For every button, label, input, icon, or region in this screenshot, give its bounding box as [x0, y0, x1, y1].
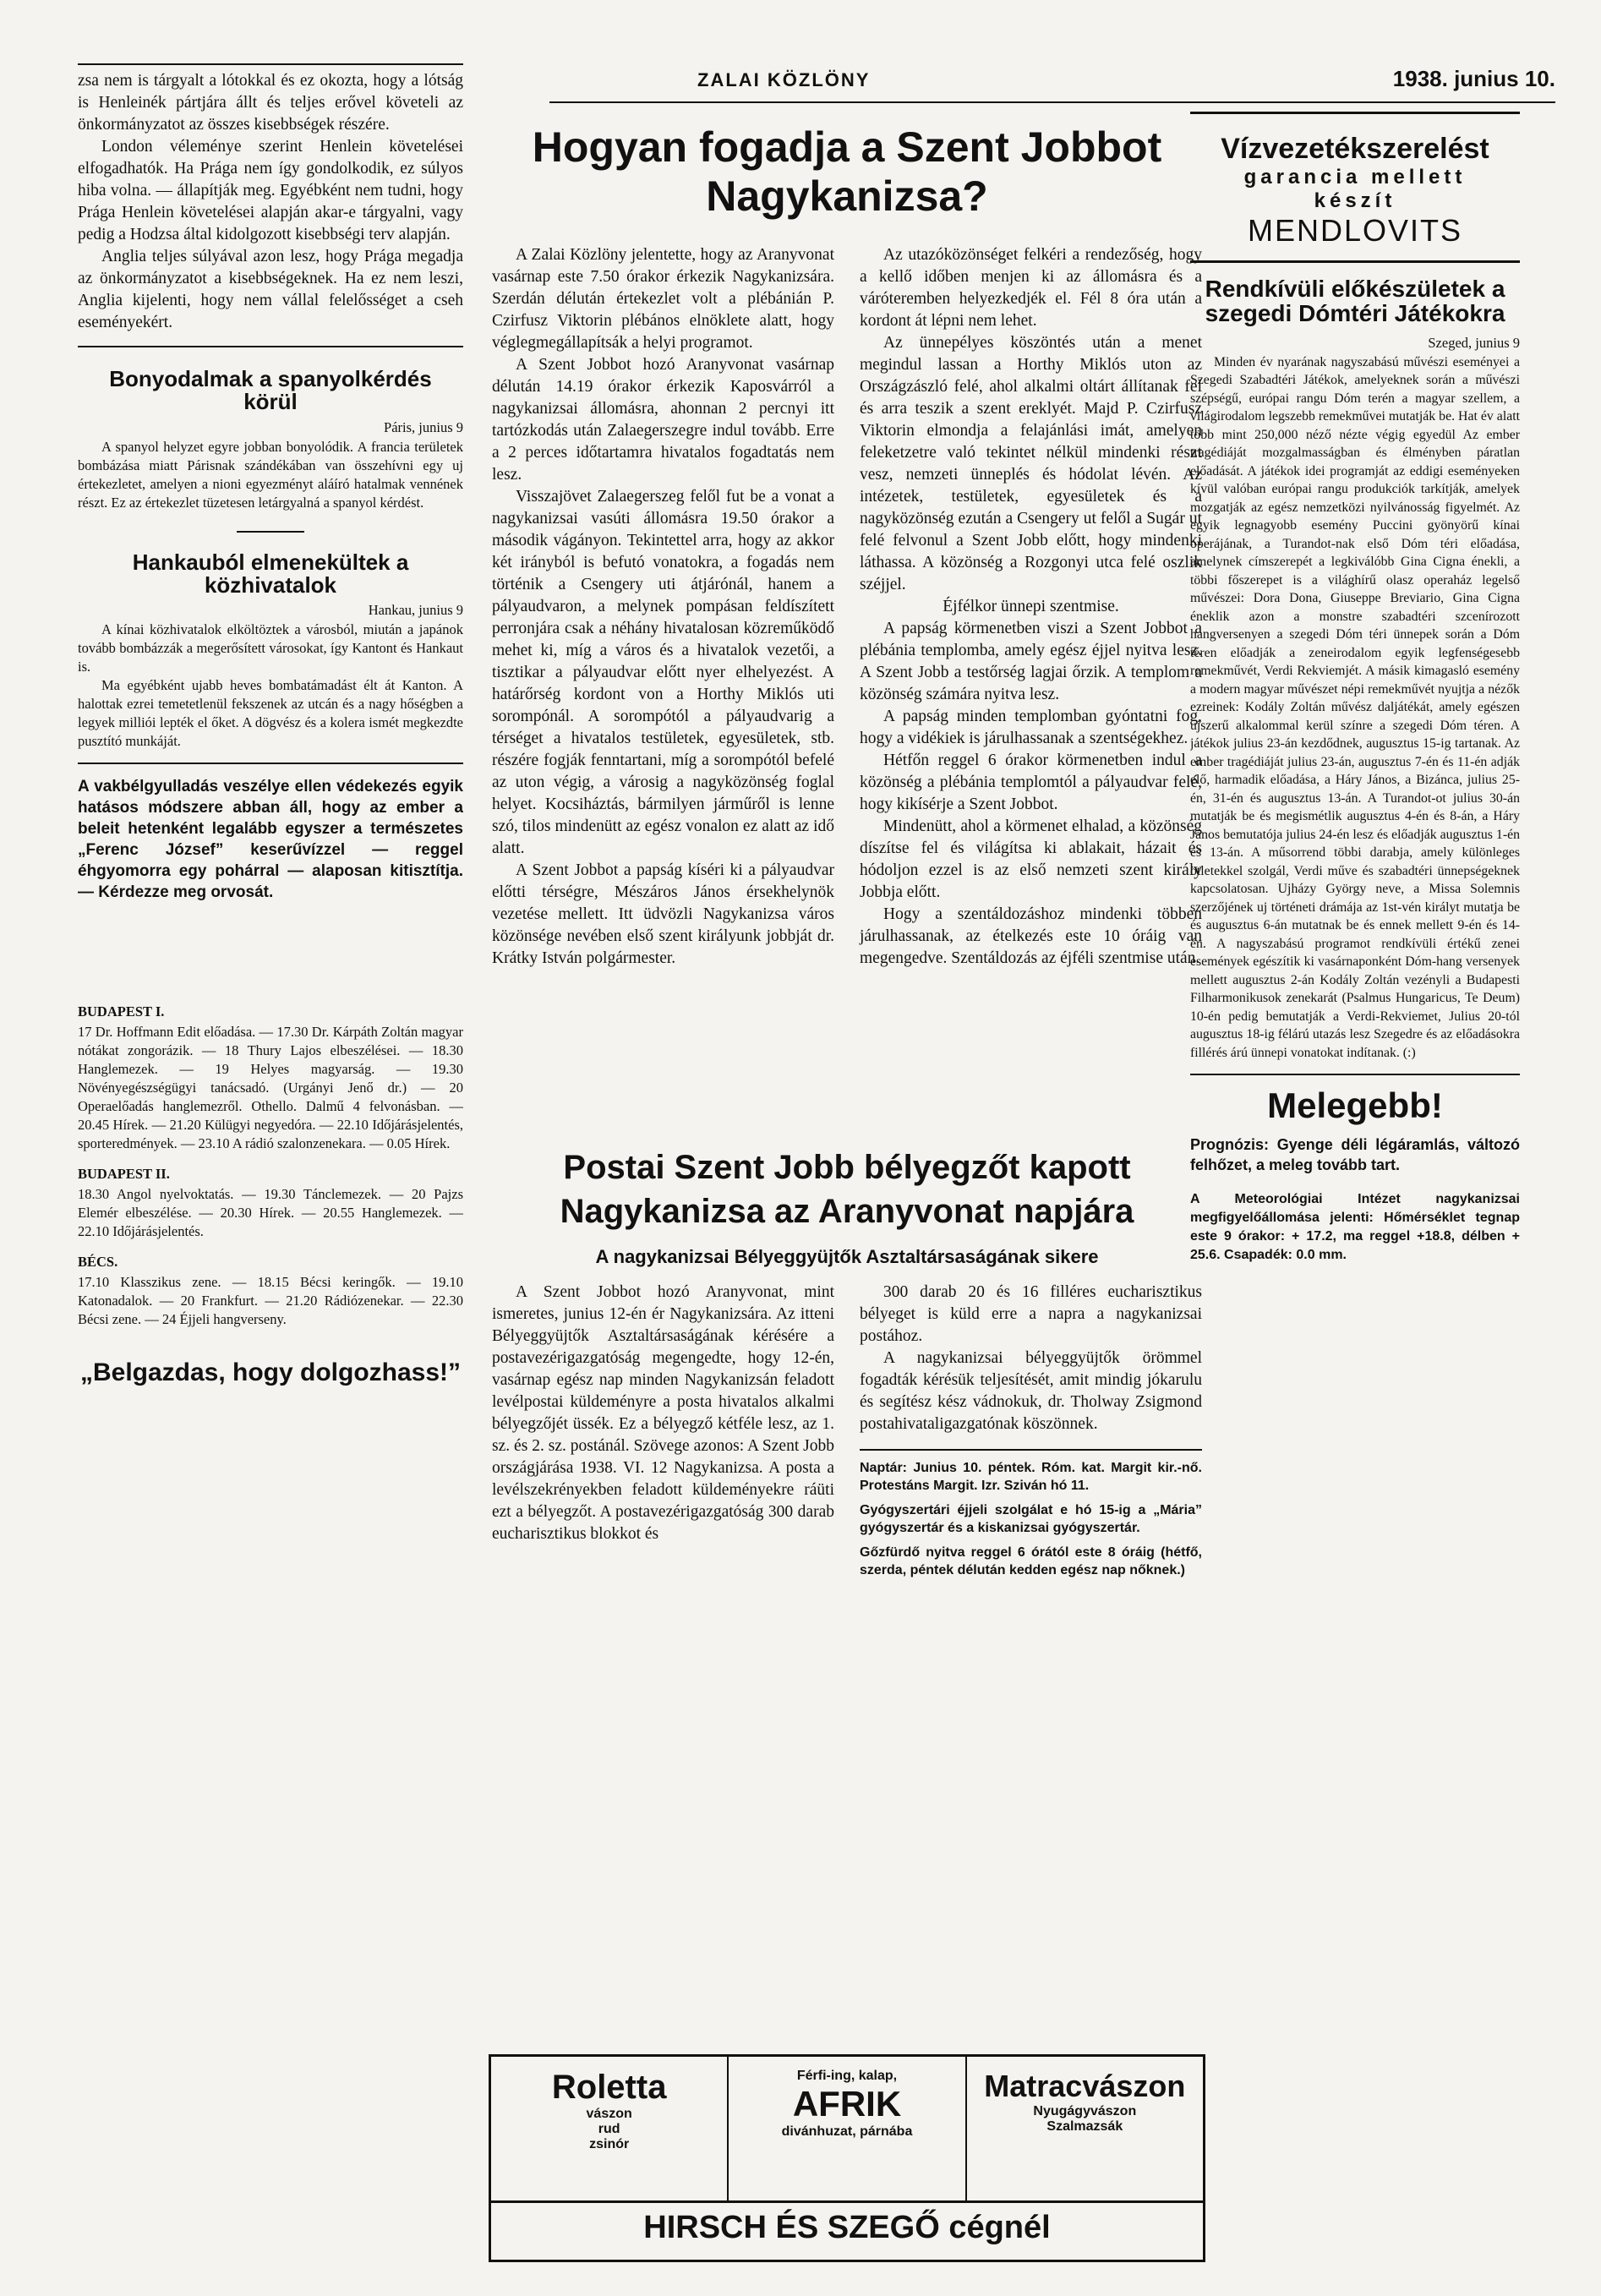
article-column: [860, 244, 1202, 970]
column-left: [78, 63, 463, 2278]
advert-title: Matracvászon: [984, 2069, 1186, 2103]
advert-brand: MENDLOVITS: [1247, 213, 1463, 248]
article-column: [860, 1282, 1202, 1579]
article-paragraph: A nagykanizsai bélyeggyüjtők örömmel fogadták kérésük teljesítését, amit mindig jókarulu és segítész kész vádnokuk, dr. Tholway Zsigmond postahivataligazgatónak köszönnek.: [860, 1349, 1202, 1434]
article-column: [492, 1282, 834, 1579]
advert-line: készít: [1314, 189, 1396, 212]
weather-title: Melegebb!: [1267, 1085, 1443, 1126]
advert-line: divánhuzat, párnába: [781, 2124, 913, 2139]
article-paragraph: A Szent Jobbot a papság kíséri ki a pályaudvar előtti térségre, Mészáros János érsekhelynök vezetése mellett. Itt üdvözli Nagykanizsa város közönsége nevében első szent királyunk jobbját dr. Krátky István polgármester.: [492, 861, 834, 967]
news-text: Ma egyébként ujabb heves bombatámadást élt át Kanton. A halottak ezrei temetetlenül fekszenek az utcán és a nagy hőségben a legyek milliói lepték el őket. A dögvész és a kolera ismét megkezdte pusztító munkáját.: [78, 677, 463, 750]
news-headline: Bonyodalmak a spanyolkérdés körül: [109, 366, 432, 415]
article-column: [492, 244, 834, 970]
article-title: Hogyan fogadja a Szent Jobbot Nagykanizsa?: [532, 123, 1162, 220]
article-paragraph: London véleménye szerint Henlein követelései elfogadhatók. Ha Prága nem így gondolkodik, ez súlyos hiba volna. — állapítják meg. Egyébként nem tudni, hogy Prága Henlein követelései alapján akar-e tárgyalni, vagy pedig a Hodzsa által kidolgozott kisebbségi terv alapján.: [78, 138, 463, 243]
weather-label: Prognózis:: [1190, 1136, 1269, 1154]
radio-listing: 17 Dr. Hoffmann Edit előadása. — 17.30 Dr. Kárpáth Zoltán magyar nótákat zongorázik. — 18 Thury Lajos elbeszélései. — 18.30 Hanglemezek. — 19 Helyes magyarság. — 19.30 Növényegészségügyi tanácsadó. (Urgányi Jenő dr.) — 20 Operaelőadás hanglemezről. Othello. Dalmű 4 felvonásban. — 20.45 Hírek. — 21.20 Külügyi negyedóra. — 22.10 Időjárásjelentés, sporteredmények. — 23.10 A rádió szalonzenekara. — 0.05 Hírek.: [78, 1024, 463, 1152]
article-paragraph: zsa nem is tárgyalt a lótokkal és ez okozta, hogy a lótság is Henleinék pártjára állt és teljes erővel követeli az önkormányzatot az összes kisebbségek részére.: [78, 72, 463, 134]
article-paragraph: 300 darab 20 és 16 filléres eucharisztikus bélyeget is küld erre a napra a nagykanizsai postához.: [860, 1283, 1202, 1346]
advert-line: rud: [598, 2122, 620, 2136]
advert-line: garancia mellett: [1243, 166, 1467, 189]
news-text: A spanyol helyzet egyre jobban bonyolódik. A francia területek bombázása miatt Párisnak szándékában van összehívni egy uj értekezletet, amelyen a nioni egyezményt aláíró hatalmak vennének részt. Ez az értekezlet tüzetesen letárgyalná a spanyol kérdést.: [78, 438, 463, 511]
radio-station: BUDAPEST I.: [78, 1003, 165, 1020]
article-paragraph: Hogy a szentáldozáshoz mindenki többen járulhassanak, az ételkezés este 10 óráig van megengedve. Szentáldozás az éjféli szentmise után.: [860, 905, 1202, 967]
advert-line: Szalmazsák: [1046, 2119, 1123, 2134]
dateline: Páris, junius 9: [384, 418, 463, 435]
radio-station: BUDAPEST II.: [78, 1166, 170, 1183]
advert-afrik: [727, 2057, 964, 2200]
column-right: [1190, 112, 1520, 2259]
advert-line: Férfi-ing, kalap,: [796, 2069, 898, 2083]
advert-line: vászon: [586, 2107, 632, 2121]
calendar-notice: Naptár: Junius 10. péntek. Róm. kat. Margit kir.-nő. Protestáns Margit. Izr. Sziván hó 11.: [860, 1461, 1202, 1494]
article-paragraph: A Szent Jobbot hozó Aranyvonat vasárnap délután 14.19 órakor érkezik Kaposvárról a nagykanizsai állomásra, ahonnan 2 percnyi itt tartózkodás után Zalaegerszegre indul tovább. Erre a 2 perces időtartamra hivatalos fogadtatás nem lesz.: [492, 356, 834, 484]
advert-title: Vízvezetékszerelést: [1221, 133, 1489, 165]
advert-line: Nyugágyvászon: [1033, 2104, 1137, 2118]
dateline: Hankau, junius 9: [368, 602, 463, 619]
advert-title: Roletta: [551, 2069, 667, 2106]
divider: [78, 763, 463, 764]
advert-mendlovits: [1190, 112, 1520, 263]
article-paragraph: Az ünnepélyes köszöntés után a menet megindul lassan a Horthy Miklós uton az Országzászló felé, ahol alkalmi oltárt állítanak fel és arra teszik a szent ereklyét. Majd P. Czirfusz Viktorin elmondja a felajánlási imát, amelyen feleketzetre való tekintet nélkül mindenki részt vesz, nemzeti ünneplés és hódolat lévén. Az intézetek, testületek, egyesületek és a nagyközönség ezután a Csengery ut felől a Sugár ut felé felvonul a Szent Jobb előtt, hogy mindenki láthassa. A közönség a Rozgonyi utca felé oszlik széjjel.: [860, 334, 1202, 593]
article-paragraph: Mindenütt, ahol a körmenet elhalad, a közönség díszítse fel és világítsa ki ablakait, házait és hódoljon ezzel is az első nemzeti szent király Jobbja előtt.: [860, 817, 1202, 901]
article-paragraph: Az utazóközönséget felkéri a rendezőség, hogy a kellő időben menjen ki az állomásra és a váróteremben helyezkedjék el. Fél 8 óra után a kordont át lépni nem lehet.: [860, 246, 1202, 330]
advert-keseruviz: A vakbélgyulladás veszélye ellen védekezés egyik hatásos módszere abban áll, hogy az ember a beleit hetenként legalább egyszer a természetes „Ferenc József” keserűvízzel — reggel éhgyomorra egy pohárral — alaposan kitisztítja. — Kérdezze meg orvosát.: [78, 778, 463, 902]
issue-date: 1938. junius 10.: [1392, 66, 1555, 91]
radio-listing: 17.10 Klasszikus zene. — 18.15 Bécsi keringők. — 19.10 Katonadalok. — 20 Frankfurt. — 21.20 Rádiózenekar. — 22.30 Bécsi zene. — 24 Éjjeli hangverseny.: [78, 1274, 463, 1328]
weather-forecast: [1190, 1134, 1520, 1175]
pharmacy-notice: Gyógyszertári éjjeli szolgálat e hó 15-ig a „Mária” gyógyszertár és a kiskanizsai gyógyszertár.: [860, 1503, 1202, 1536]
newspaper-name: ZALAI KÖZLÖNY: [697, 69, 871, 90]
bath-notice: Gőzfürdő nyitva reggel 6 órától este 8 óráig (hétfő, szerda, péntek délután kedden egész nap nőknek.): [860, 1545, 1202, 1578]
dateline: Szeged, junius 9: [1428, 334, 1520, 351]
article-subtitle: A nagykanizsai Bélyeggyüjtők Asztaltársaságának sikere: [595, 1246, 1099, 1267]
divider: [78, 346, 463, 347]
divider: [237, 531, 304, 533]
weather-text: Gyenge déli légáramlás, változó felhőzet, a meleg tovább tart.: [1190, 1136, 1520, 1174]
advert-line: zsinór: [589, 2137, 630, 2151]
divider: [1190, 1074, 1520, 1075]
article-title: Postai Szent Jobb bélyegzőt kapott Nagykanizsa az Aranyvonat napjára: [560, 1149, 1134, 1230]
page-header: [549, 59, 1555, 103]
advert-hirsch-szego: [489, 2054, 1205, 2262]
article-paragraph: Hétfőn reggel 6 órakor körmenetben indul a közönség a plébánia templomtól a pályaudvar felé, hogy kikísérje a Szent Jobbot.: [860, 752, 1202, 813]
article-paragraph: A Szent Jobbot hozó Aranyvonat, mint ismeretes, junius 12-én ér Nagykanizsára. Az itteni Bélyeggyüjtők Asztaltársaságának kérésére a postavezérigazgatóság megengedte, hogy 12-én, vasárnap egész nap minden Nagykanizsán feladott levélpostai küldeményre a posta hivatalos alkalmi bélyegzőjét üssék. Ez a bélyegző kétféle lesz, az 1. sz. és 2. sz. postánál. Szövege azonos: A Szent Jobb országjárása 1938. VI. 12 Nagykanizsa. A posta a levélszekrényekben feladott küldeményekre ráüti ezt a bélyegzőt. A postavezérigazgatóság 300 darab eucharisztikus blokkot és: [492, 1283, 834, 1544]
radio-listing: 18.30 Angol nyelvoktatás. — 19.30 Tánclemezek. — 20 Pajzs Elemér elbeszélése. — 20.30 Hírek. — 20.55 Hanglemezek. — 22.10 Időjárásjelentés.: [78, 1186, 463, 1240]
article-paragraph: Anglia teljes súlyával azon lesz, hogy Prága megadja az önkormányzatot a kisebbségeknek. Ha ez nem leszi, Anglia kijelenti, hogy nem vállal felelősséget a cseh eseményekért.: [78, 248, 463, 331]
stamp-article: [492, 1145, 1202, 1839]
article-paragraph: A papság minden templomban gyóntatni fog, hogy a vidékiek is járulhassanak a szentségekhez.: [860, 708, 1202, 747]
article-paragraph: Visszajövet Zalaegerszeg felől fut be a vonat a nagykanizsai vasúti állomásra 19.50 órakor a második vágányon. Tekintettel arra, hogy az akkor két irányból is befutó vonatokra, a fogadás nem történik a Csengery uti átjárónál, hanem a pályaudvaron, a melynek pompásan feldíszített perronjára csak a néhány hivatalosan közreműködő mehet ki, míg a város és a hivatalok vezetői, a tisztikar a pályaudvar előtt nyer elhelyezést. A határőrség kordont von a Horthy Miklós uti sorompónál. A sorompótól a pályaudvarig a térséget a hivatalos testületek, egyesületek, stb. részére fogják fenntartani, míg a sorompótól befelé az uton végig, a városig a nagyközönség foglal helyet. Kocsiháztás, bármilyen járműről is lenne szó, tilos mindenütt az egész vonalon ez alatt az idő alatt.: [492, 488, 834, 857]
article-title: Rendkívüli előkészületek a szegedi Dómtéri Játékokra: [1205, 276, 1505, 327]
slogan: „Belgazdas, hogy dolgozhass!”: [79, 1358, 462, 1387]
main-article: [492, 112, 1202, 1126]
news-text: A kínai közhivatalok elköltöztek a városból, miután a japánok tovább bombázzák a megerősített városokat, így Kantont és Hankaut is.: [78, 621, 463, 675]
article-paragraph: Éjfélkor ünnepi szentmise.: [943, 598, 1119, 615]
advert-store: HIRSCH ÉS SZEGŐ cégnél: [491, 2200, 1203, 2246]
article-paragraph: A papság körmenetben viszi a Szent Jobbot a plébánia templomba, amely egész éjjel nyitva lesz. A Szent Jobb a testőrség lagjai őrzik. A templom a közönség számára nyitva lesz.: [860, 620, 1202, 703]
article-paragraph: Minden év nyarának nagyszabású művészi eseményei a Szegedi Szabadtéri Játékok, amelyeknek során a művészi szépségű, európai rangu Dóm terén a magyar szellem, a világirodalom legszebb remekművei mutatják be. Hat év alatt több mint 250,000 néző nézte végig egyedül Az ember tragédiáját mozgalmasságban és élményben páratlan előadását. A játékok idei programját az eddigi eseményeken kívül valóban európai rangu produkciók tarkítják, amelyek mozgatják az egész nemzetközi nyilvánosság figyelmét. Az egyik legnagyobb esemény Puccini gyönyörű kínai operájának, a Turandot-nak első Dóm téri előadása, amelynek címszerepét a legkiválóbb Gina Cigna énekli, a többi főszerepet is a világhírű olasz operaház legelső művészei: Dora Dona, Giuseppe Breviario, Gina Cigna éneklik azon a monstre szabadtéri szcenírozott hangversenyen a szegedi Dóm téri ünnepek során a Dóm téren előadják a zeneirodalom egyik legfenségesebb remekművét, Verdi Rekviemjét. A másik kimagasló esemény a modern magyar művészet népi remekművét nyujtja a nézők ezreinek: Kodály Zoltán művész daljátékát, amely egészen ujszerű alkalommal kerül színre a szegedi Dóm téren. A játékok julius 23-án kezdődnek, augusztus 15-ig tartanak. Az ember tragédiáját julius 23-án, augusztus 7-én és 11-én adják elő, harmadik előadása, a Háry János, a Bizánca, julius 25-én, 31-én és augusztus 13-án. A Turandot-ot julius 30-án mutatják be és megismétlik augusztus 4-én és 8-án, a Háry János bemutatója julius 24-én lesz és előadják augusztus 1-én és 13-án. A műsorrend többi darabja, amely különleges ötletekkel szolgál, Verdi műve és szabadtéri ünnepségeknek kapcsolatosan. Ujházy György neve, a Missa Solemnis szerzőjének uj történeti drámája az 1st-vén királyt mutatja be és augusztus 6-án mutatnak be és ennek mellett 9-én és 14-én. A nagyszabású programot rendkívüli értékű zenei események egészítik ki vasárnaponként Dóm-hang versenyek mellett augusztus 2-án Kodály Zoltán vezényli a Budapesti Filharmonikusok zenekarát (Psalmus Hungaricus, Te Deum) 10-én pedig bemutatják a Verdi-Rekviemet, Julius 20-tól augusztus 18-ig félárú utazás lesz Szegedre és az előadásokra fillérés árú ünnepi vonatokat indítanak. (:): [1190, 354, 1520, 1060]
weather-observation: A Meteorológiai Intézet nagykanizsai megfigyelőállomása jelenti: Hőmérséklet tegnap este 9 órakor: + 17.2, ma reggel +18.8, délben + 25.6. Csapadék: 0.0 mm.: [1190, 1192, 1520, 1263]
radio-station: BÉCS.: [78, 1254, 118, 1271]
article-paragraph: A Zalai Közlöny jelentette, hogy az Aranyvonat vasárnap este 7.50 órakor érkezik Nagykanizsára. Szerdán délután értekezlet volt a plébánián P. Czirfusz Viktorin plébános elnöklete alatt, hogy véglegmegállapítsák a helyi programot.: [492, 246, 834, 352]
advert-title: AFRIK: [792, 2084, 902, 2124]
advert-matrac: [965, 2057, 1203, 2200]
advert-roletta: [491, 2057, 727, 2200]
radio-program: [78, 1003, 463, 1329]
news-headline: Hankauból elmenekültek a közhivatalok: [132, 549, 409, 598]
